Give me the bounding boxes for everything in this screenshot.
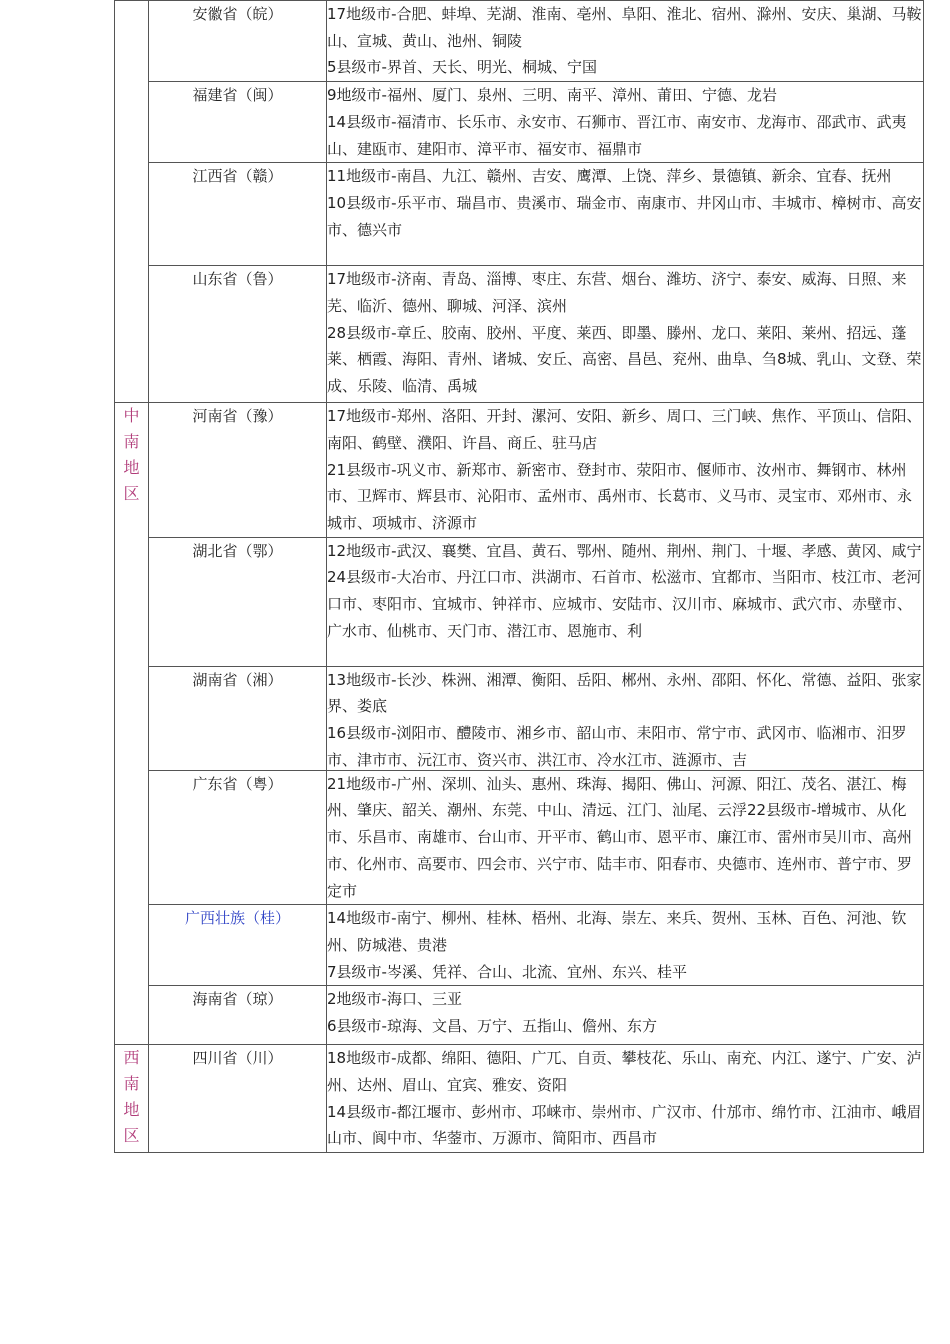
combined-cities: 21地级市-广州、深圳、汕头、惠州、珠海、揭阳、佛山、河源、阳江、茂名、湛江、梅州、肇庆、韶关、潮州、东莞、中山、清远、江门、汕尾、云浮22县级市-增城市、从化市、乐昌市、南雄市、台山市、开平市、鹤山市、恩平市、廉江市、雷州市吴川市、高州市、化州市、高要市、四会市、兴宁市、陆丰市、阳春市、央德市、连州市、普宁市、罗定市 <box>327 774 913 900</box>
county-cities: 10县级市-乐平市、瑞昌市、贵溪市、瑞金市、南康市、井冈山市、丰城市、樟树市、高安市、德兴市 <box>327 193 922 239</box>
province-name: 海南省（琼） <box>192 990 283 1009</box>
prefecture-cities: 17地级市-济南、青岛、淄博、枣庄、东营、烟台、潍坊、济宁、泰安、威海、日照、来芜、临沂、德州、聊城、河泽、滨州 <box>327 270 907 315</box>
prefecture-cities: 17地级市-合肥、蚌埠、芜湖、淮南、亳州、阜阳、淮北、宿州、滁州、安庆、巢湖、马鞍山、宣城、黄山、池州、铜陵 <box>327 5 922 50</box>
prefecture-cities: 11地级市-南昌、九江、赣州、吉安、鹰潭、上饶、萍乡、景德镇、新余、宜春、抚州 <box>327 167 892 186</box>
province-name: 四川省（川） <box>192 1049 283 1068</box>
table-row <box>115 770 924 905</box>
province-cell <box>149 905 327 986</box>
region-cell-zhongnan <box>115 403 149 1045</box>
cities-cell <box>327 82 924 163</box>
county-cities: 16县级市-浏阳市、醴陵市、湘乡市、韶山市、耒阳市、常宁市、武冈市、临湘市、汨罗市、津市市、沅江市、资兴市、洪江市、冷水江市、涟源市、吉 <box>327 724 907 769</box>
table-row <box>115 403 924 538</box>
county-cities: 14县级市-都江堰市、彭州市、邛崃市、崇州市、广汉市、什邡市、绵竹市、江油市、峨眉山市、阆中市、华蓥市、万源市、简阳市、西昌市 <box>327 1102 922 1148</box>
table-row <box>115 666 924 770</box>
cities-cell <box>327 266 924 403</box>
county-cities: 24县级市-大冶市、丹江口市、洪湖市、石首市、松滋市、宜都市、当阳市、枝江市、老河口市、枣阳市、宜城市、钟祥市、应城市、安陆市、汉川市、麻城市、武穴市、赤壁市、广水市、仙桃市、天门市、潜江市、恩施市、利 <box>327 568 922 640</box>
county-cities: 21县级市-巩义市、新郑市、新密市、登封市、荥阳市、偃师市、汝州市、舞钢市、林州市、卫辉市、辉县市、沁阳市、孟州市、禹州市、长葛市、义马市、灵宝市、邓州市、永城市、项城市、济源市 <box>327 460 913 533</box>
prefecture-cities: 17地级市-郑州、洛阳、开封、漯河、安阳、新乡、周口、三门峡、焦作、平顶山、信阳、南阳、鹤壁、濮阳、许昌、商丘、驻马店 <box>327 407 922 452</box>
region-city-table <box>114 0 924 1153</box>
cities-cell <box>327 537 924 666</box>
table-row <box>115 986 924 1045</box>
province-cell <box>149 163 327 266</box>
province-name: 山东省（鲁） <box>192 270 283 289</box>
county-cities: 6县级市-琼海、文昌、万宁、五指山、儋州、东方 <box>327 1017 657 1036</box>
cities-cell <box>327 905 924 986</box>
cities-cell <box>327 1 924 82</box>
table-row <box>115 82 924 163</box>
prefecture-cities: 18地级市-成都、绵阳、德阳、广兀、自贡、攀枝花、乐山、南充、内江、遂宁、广安、泸州、达州、眉山、宜宾、雅安、资阳 <box>327 1049 922 1095</box>
province-name: 福建省（闽） <box>192 86 283 105</box>
county-cities: 14县级市-福清市、长乐市、永安市、石狮市、晋江市、南安市、龙海市、邵武市、武夷山、建瓯市、建阳市、漳平市、福安市、福鼎市 <box>327 112 907 158</box>
province-name: 湖南省（湘） <box>192 670 283 689</box>
county-cities: 7县级市-岑溪、凭祥、合山、北流、宜州、东兴、桂平 <box>327 962 687 981</box>
table-row <box>115 1 924 82</box>
province-cell <box>149 770 327 905</box>
cities-cell <box>327 1045 924 1153</box>
province-cell <box>149 1 327 82</box>
prefecture-cities: 14地级市-南宁、柳州、桂林、梧州、北海、崇左、来兵、贺州、玉林、百色、河池、钦州、防城港、贵港 <box>327 909 907 954</box>
province-cell <box>149 666 327 770</box>
region-cell-top <box>115 1 149 403</box>
cities-cell <box>327 770 924 905</box>
prefecture-cities: 12地级市-武汉、襄樊、宜昌、黄石、鄂州、随州、荆州、荆门、十堰、孝感、黄冈、咸宁 <box>327 541 922 560</box>
province-name: 江西省（赣） <box>192 167 283 186</box>
prefecture-cities: 2地级市-海口、三亚 <box>327 990 462 1009</box>
province-name: 湖北省（鄂） <box>192 541 283 560</box>
table-row <box>115 163 924 266</box>
table-row <box>115 537 924 666</box>
province-cell <box>149 403 327 538</box>
province-name: 广西壮族（桂） <box>184 909 290 928</box>
table-row <box>115 905 924 986</box>
region-cell-xinan <box>115 1045 149 1153</box>
cities-cell <box>327 163 924 266</box>
prefecture-cities: 9地级市-福州、厦门、泉州、三明、南平、漳州、莆田、宁德、龙岩 <box>327 86 777 105</box>
prefecture-cities: 13地级市-长沙、株洲、湘潭、衡阳、岳阳、郴州、永州、邵阳、怀化、常德、益阳、张家界、娄底 <box>327 670 922 716</box>
county-cities: 5县级市-界首、天长、明光、桐城、宁国 <box>327 58 597 77</box>
province-cell <box>149 537 327 666</box>
province-cell <box>149 1045 327 1153</box>
province-cell <box>149 266 327 403</box>
province-name: 安徽省（皖） <box>192 5 283 23</box>
cities-cell <box>327 666 924 770</box>
province-name: 河南省（豫） <box>192 407 283 426</box>
county-cities: 28县级市-章丘、胶南、胶州、平度、莱西、即墨、滕州、龙口、莱阳、莱州、招远、蓬莱、栖霞、海阳、青州、诸城、安丘、高密、昌邑、兖州、曲阜、刍8城、乳山、文登、荣成、乐陵、临清、禹城 <box>327 323 922 396</box>
table-row <box>115 266 924 403</box>
cities-cell <box>327 986 924 1045</box>
province-cell <box>149 82 327 163</box>
province-name: 广东省（粤） <box>192 774 283 793</box>
table-row <box>115 1045 924 1153</box>
region-name: 西南地区 <box>123 1048 140 1146</box>
cities-cell <box>327 403 924 538</box>
province-cell <box>149 986 327 1045</box>
region-name: 中南地区 <box>123 406 140 504</box>
